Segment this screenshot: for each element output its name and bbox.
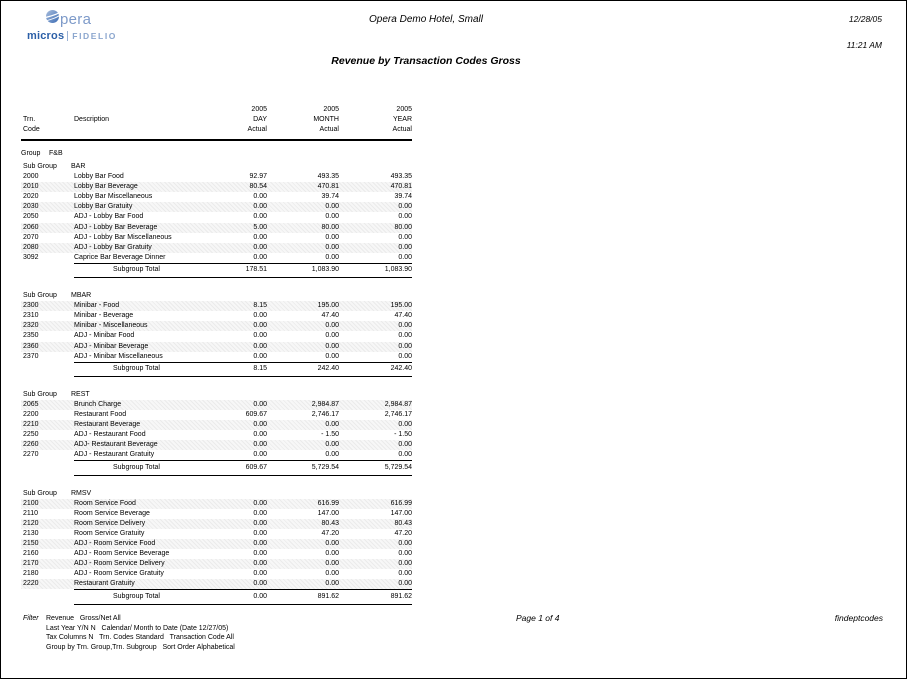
day-actual-cell: 0.00: [253, 233, 267, 241]
trn-code-cell: 2200: [23, 410, 39, 418]
trn-code-cell: 2120: [23, 519, 39, 527]
month-actual-cell: 0.00: [325, 213, 339, 221]
code-header: Code: [23, 126, 40, 133]
description-cell: Lobby Bar Gratuity: [74, 203, 133, 211]
day-total-cell: 0.00: [226, 589, 267, 604]
table-row: [21, 331, 412, 341]
year-actual-cell: 493.35: [390, 173, 412, 181]
month-actual-cell: 470.81: [317, 183, 339, 191]
table-header-row-1: [21, 105, 412, 115]
year-actual-cell: 616.99: [390, 499, 412, 507]
table-row: [21, 400, 412, 410]
description-cell: Room Service Delivery: [74, 519, 146, 527]
trn-code-cell: 2160: [23, 550, 39, 558]
description-cell: ADJ - Lobby Bar Food: [74, 213, 144, 221]
description-cell: Minibar - Beverage: [74, 312, 134, 320]
table-row: [21, 212, 412, 222]
subgroup-total-label: Subgroup Total: [74, 362, 226, 377]
month-actual-cell: 0.00: [325, 421, 339, 429]
day-total-cell: 8.15: [226, 362, 267, 377]
subgroup-name: BAR: [71, 163, 86, 170]
trn-code-cell: 2270: [23, 451, 39, 459]
day-actual-cell: 0.00: [253, 352, 267, 360]
table-row: [21, 450, 412, 460]
description-cell: Minibar - Miscellaneous: [74, 322, 148, 330]
day-actual-cell: 0.00: [253, 332, 267, 340]
month-actual-cell: 0.00: [325, 342, 339, 350]
year-actual-cell: 195.00: [390, 302, 412, 310]
year-actual-cell: 0.00: [398, 213, 412, 221]
group-line: [21, 149, 412, 159]
year-actual-cell: 470.81: [390, 183, 412, 191]
day-actual-cell: 92.97: [249, 173, 267, 181]
description-cell: Restaurant Beverage: [74, 421, 141, 429]
subgroup-total-row: [21, 589, 412, 604]
subgroup-label: Sub Group: [23, 292, 57, 300]
description-cell: ADJ - Minibar Miscellaneous: [74, 352, 163, 360]
table-row: [21, 311, 412, 321]
day-actual-cell: 0.00: [253, 499, 267, 507]
year-total-cell: 242.40: [339, 362, 412, 377]
year-actual-cell: 47.20: [394, 529, 412, 537]
day-actual-cell: 0.00: [253, 570, 267, 578]
year-actual-header: Actual: [392, 126, 412, 133]
trn-code-cell: 3092: [23, 253, 39, 261]
month-actual-cell: 47.40: [321, 312, 339, 320]
day-actual-cell: 0.00: [253, 243, 267, 251]
year-actual-cell: 0.00: [398, 421, 412, 429]
description-cell: Room Service Beverage: [74, 509, 150, 517]
report-title: Revenue by Transaction Codes Gross: [331, 55, 521, 67]
year-actual-cell: 80.00: [394, 223, 412, 231]
table-row: [21, 410, 412, 420]
year-actual-cell: 0.00: [398, 451, 412, 459]
day-actual-cell: 0.00: [253, 509, 267, 517]
trn-code-cell: 2030: [23, 203, 39, 211]
table-header-row-3: [21, 125, 412, 135]
description-cell: Restaurant Food: [74, 410, 127, 418]
table-row: [21, 233, 412, 243]
year-actual-cell: 0.00: [398, 342, 412, 350]
trn-code-cell: 2370: [23, 352, 39, 360]
year-actual-cell: 0.00: [398, 560, 412, 568]
year-header: YEAR: [392, 116, 412, 123]
revenue-table: [21, 105, 412, 605]
table-row: [21, 182, 412, 192]
filter-line: Last Year Y/N N Calendar/ Month to Date (Date 12/27/05): [46, 624, 229, 632]
day-actual-cell: 8.15: [253, 302, 267, 310]
table-row: [21, 519, 412, 529]
table-row: [21, 321, 412, 331]
month-actual-cell: 39.74: [321, 193, 339, 201]
month-year-header: 2005: [323, 106, 339, 113]
day-actual-cell: 0.00: [253, 213, 267, 221]
day-actual-cell: 0.00: [253, 560, 267, 568]
description-cell: Minibar - Food: [74, 302, 120, 310]
trn-code-cell: 2210: [23, 421, 39, 429]
month-actual-cell: 0.00: [325, 451, 339, 459]
year-actual-cell: 0.00: [398, 322, 412, 330]
description-cell: Lobby Bar Miscellaneous: [74, 193, 153, 201]
description-cell: ADJ - Room Service Delivery: [74, 560, 165, 568]
subgroup-total-row: [21, 362, 412, 377]
day-actual-cell: 80.54: [249, 183, 267, 191]
day-actual-cell: 0.00: [253, 400, 267, 408]
day-actual-cell: 0.00: [253, 203, 267, 211]
month-actual-cell: 0.00: [325, 203, 339, 211]
report-code: findeptcodes: [834, 613, 883, 623]
trn-code-cell: 2150: [23, 540, 39, 547]
trn-code-cell: 2170: [23, 560, 39, 568]
trn-code-cell: 2320: [23, 322, 39, 330]
trn-code-cell: 2050: [23, 213, 39, 221]
month-header: MONTH: [313, 116, 339, 123]
description-cell: ADJ - Minibar Beverage: [74, 342, 149, 350]
description-cell: Restaurant Gratuity: [74, 580, 135, 588]
report-time: 11:21 AM: [846, 40, 882, 50]
description-cell: Brunch Charge: [74, 400, 122, 408]
day-year-header: 2005: [251, 106, 267, 113]
filter-block: [23, 614, 235, 653]
trn-code-cell: 2350: [23, 332, 39, 340]
month-total-cell: 891.62: [267, 589, 339, 604]
month-total-cell: 242.40: [267, 362, 339, 377]
month-actual-cell: 0.00: [325, 441, 339, 449]
table-row: [21, 549, 412, 559]
year-actual-cell: 0.00: [398, 253, 412, 261]
table-row: [21, 172, 412, 182]
day-actual-cell: 0.00: [253, 253, 267, 261]
trn-code-cell: 2080: [23, 243, 39, 251]
year-actual-cell: 80.43: [394, 519, 412, 527]
subgroup-total-label: Subgroup Total: [74, 589, 226, 604]
day-actual-cell: 0.00: [253, 431, 267, 439]
year-actual-cell: 0.00: [398, 580, 412, 588]
month-actual-cell: 0.00: [325, 233, 339, 241]
description-cell: ADJ - Room Service Beverage: [74, 550, 170, 558]
table-row: [21, 430, 412, 440]
month-actual-cell: 0.00: [325, 540, 339, 547]
trn-code-cell: 2130: [23, 529, 39, 537]
total-spacer-cell: [21, 460, 74, 475]
trn-code-cell: 2310: [23, 312, 39, 320]
month-actual-cell: 2,984.87: [311, 400, 339, 408]
month-actual-cell: 147.00: [317, 509, 339, 517]
subgroup-section: [21, 489, 412, 605]
year-actual-cell: 0.00: [398, 243, 412, 251]
description-cell: Room Service Food: [74, 499, 136, 507]
year-actual-cell: 0.00: [398, 332, 412, 340]
year-year-header: 2005: [396, 106, 412, 113]
description-cell: ADJ- Restaurant Beverage: [74, 441, 158, 449]
year-total-cell: 5,729.54: [339, 460, 412, 475]
subgroup-total-label: Subgroup Total: [74, 263, 226, 278]
subgroup-total-row: [21, 460, 412, 475]
micros-logo-text: micros: [27, 30, 65, 42]
table-row: [21, 539, 412, 549]
subgroup-total-row: [21, 263, 412, 278]
day-actual-cell: 0.00: [253, 580, 267, 588]
description-cell: Lobby Bar Food: [74, 173, 124, 181]
day-actual-cell: 609.67: [245, 410, 267, 418]
subgroup-header: [21, 489, 412, 499]
month-actual-cell: 0.00: [325, 253, 339, 261]
table-row: [21, 559, 412, 569]
opera-logo-text: pera: [60, 10, 92, 28]
table-row: [21, 223, 412, 233]
year-actual-cell: 0.00: [398, 233, 412, 241]
trn-code-cell: 2360: [23, 342, 39, 350]
month-actual-cell: - 1.50: [321, 431, 339, 439]
day-actual-cell: 0.00: [253, 451, 267, 459]
filter-lines: [46, 614, 235, 653]
day-total-cell: 178.51: [226, 263, 267, 278]
day-actual-cell: 0.00: [253, 540, 267, 547]
year-actual-cell: 0.00: [398, 570, 412, 578]
table-row: [21, 192, 412, 202]
month-actual-cell: 616.99: [317, 499, 339, 507]
group-label: Group: [21, 150, 41, 157]
hotel-name: Opera Demo Hotel, Small: [369, 14, 483, 25]
subgroup-header: [21, 162, 412, 172]
day-total-cell: 609.67: [226, 460, 267, 475]
day-header: DAY: [253, 116, 267, 123]
table-body: [21, 162, 412, 605]
subgroup-section: [21, 291, 412, 377]
subgroup-name: REST: [71, 390, 90, 398]
trn-code-cell: 2180: [23, 570, 39, 578]
table-row: [21, 243, 412, 253]
description-cell: ADJ - Lobby Bar Gratuity: [74, 243, 152, 251]
description-cell: ADJ - Minibar Food: [74, 332, 135, 340]
description-cell: Lobby Bar Beverage: [74, 183, 138, 191]
table-row: [21, 253, 412, 263]
day-actual-cell: 0.00: [253, 322, 267, 330]
year-actual-cell: 2,984.87: [384, 400, 412, 408]
trn-code-cell: 2100: [23, 499, 39, 507]
month-actual-cell: 47.20: [321, 529, 339, 537]
year-actual-cell: 0.00: [398, 540, 412, 547]
description-cell: ADJ - Room Service Gratuity: [74, 570, 164, 578]
total-spacer-cell: [21, 263, 74, 278]
subgroup-label: Sub Group: [23, 390, 57, 398]
table-row: [21, 529, 412, 539]
table-row: [21, 342, 412, 352]
total-spacer-cell: [21, 362, 74, 377]
table-row: [21, 440, 412, 450]
day-actual-cell: 0.00: [253, 550, 267, 558]
description-cell: ADJ - Room Service Food: [74, 540, 156, 547]
year-actual-cell: 0.00: [398, 352, 412, 360]
month-actual-cell: 0.00: [325, 332, 339, 340]
year-actual-cell: 0.00: [398, 203, 412, 211]
month-actual-cell: 2,746.17: [311, 410, 339, 418]
description-cell: Room Service Gratuity: [74, 529, 145, 537]
subgroup-name: RMSV: [71, 489, 92, 497]
month-actual-cell: 0.00: [325, 352, 339, 360]
description-cell: ADJ - Lobby Bar Miscellaneous: [74, 233, 172, 241]
year-actual-cell: 0.00: [398, 441, 412, 449]
month-actual-cell: 80.00: [321, 223, 339, 231]
trn-code-cell: 2260: [23, 441, 39, 449]
trn-code-cell: 2065: [23, 400, 39, 408]
trn-code-cell: 2220: [23, 580, 39, 588]
trn-code-cell: 2060: [23, 223, 39, 231]
day-actual-cell: 0.00: [253, 421, 267, 429]
trn-code-cell: 2020: [23, 193, 39, 201]
trn-code-cell: 2300: [23, 302, 39, 310]
subgroup-header: [21, 291, 412, 301]
year-actual-cell: 147.00: [390, 509, 412, 517]
day-actual-cell: 0.00: [253, 441, 267, 449]
month-total-cell: 5,729.54: [267, 460, 339, 475]
day-actual-cell: 0.00: [253, 342, 267, 350]
table-row: [21, 499, 412, 509]
table-header-row-2: [21, 115, 412, 125]
subgroup-section: [21, 162, 412, 278]
table-row: [21, 301, 412, 311]
table-row: [21, 420, 412, 430]
logo-divider: [67, 31, 68, 41]
filter-line: Tax Columns N Trn. Codes Standard Transaction Code All: [46, 634, 234, 642]
total-spacer-cell: [21, 589, 74, 604]
filter-line: Revenue Gross/Net All: [46, 615, 121, 622]
filter-label: Filter: [23, 615, 39, 622]
table-row: [21, 579, 412, 589]
year-actual-cell: 47.40: [394, 312, 412, 320]
trn-code-cell: 2000: [23, 173, 39, 181]
month-actual-cell: 195.00: [317, 302, 339, 310]
table-row: [21, 352, 412, 362]
month-actual-cell: 80.43: [321, 519, 339, 527]
description-cell: ADJ - Lobby Bar Beverage: [74, 223, 158, 231]
trn-code-cell: 2110: [23, 509, 39, 517]
trn-code-cell: 2070: [23, 233, 39, 241]
table-row: [21, 569, 412, 579]
year-total-cell: 1,083.90: [339, 263, 412, 278]
day-actual-cell: 0.00: [253, 519, 267, 527]
subgroup-label: Sub Group: [23, 489, 57, 497]
day-actual-cell: 0.00: [253, 193, 267, 201]
month-total-cell: 1,083.90: [267, 263, 339, 278]
month-actual-cell: 0.00: [325, 550, 339, 558]
subgroup-section: [21, 390, 412, 476]
trn-header: Trn.: [23, 116, 36, 123]
table-row: [21, 509, 412, 519]
page-indicator: Page 1 of 4: [516, 613, 560, 623]
day-actual-header: Actual: [247, 126, 267, 133]
table-header: [21, 105, 412, 141]
trn-code-cell: 2010: [23, 183, 39, 191]
trn-code-cell: 2250: [23, 431, 39, 439]
micros-fidelio-logo: [27, 30, 117, 42]
month-actual-cell: 0.00: [325, 570, 339, 578]
table-row: [21, 202, 412, 212]
year-actual-cell: 39.74: [394, 193, 412, 201]
day-actual-cell: 5.00: [253, 223, 267, 231]
month-actual-cell: 493.35: [317, 173, 339, 181]
year-total-cell: 891.62: [339, 589, 412, 604]
description-cell: ADJ - Restaurant Gratuity: [74, 451, 155, 459]
day-actual-cell: 0.00: [253, 529, 267, 537]
year-actual-cell: - 1.50: [394, 431, 412, 439]
month-actual-cell: 0.00: [325, 243, 339, 251]
month-actual-header: Actual: [319, 126, 339, 133]
year-actual-cell: 2,746.17: [384, 410, 412, 418]
subgroup-total-label: Subgroup Total: [74, 460, 226, 475]
month-actual-cell: 0.00: [325, 580, 339, 588]
description-cell: Caprice Bar Beverage Dinner: [74, 253, 166, 261]
description-cell: ADJ - Restaurant Food: [74, 431, 146, 439]
fidelio-logo-text: FIDELIO: [72, 31, 118, 41]
description-header: Description: [74, 116, 110, 123]
filter-line: Group by Trn. Group,Trn. Subgroup Sort Order Alphabetical: [46, 644, 235, 652]
subgroup-label: Sub Group: [23, 163, 57, 170]
month-actual-cell: 0.00: [325, 560, 339, 568]
subgroup-header: [21, 390, 412, 400]
year-actual-cell: 0.00: [398, 550, 412, 558]
group-name: F&B: [49, 150, 63, 157]
subgroup-name: MBAR: [71, 292, 92, 300]
day-actual-cell: 0.00: [253, 312, 267, 320]
month-actual-cell: 0.00: [325, 322, 339, 330]
report-date: 12/28/05: [848, 14, 882, 24]
